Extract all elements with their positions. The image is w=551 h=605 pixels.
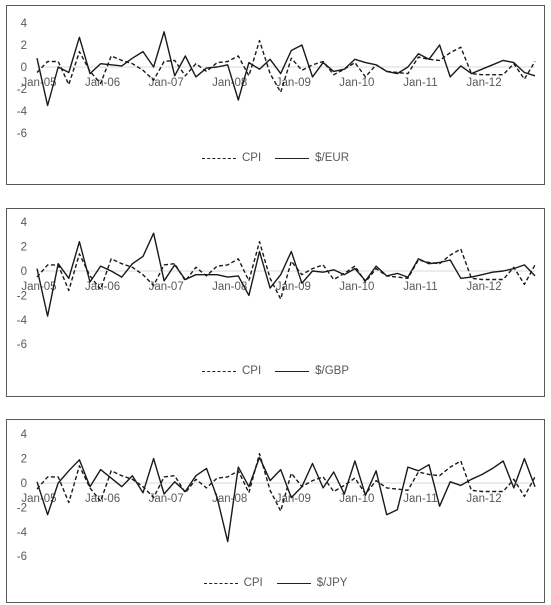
series-line-eur — [37, 32, 535, 106]
legend-item-cpi — [202, 152, 261, 164]
y-tick-label: 2 — [20, 40, 27, 52]
x-tick-label: Jan-10 — [339, 281, 375, 293]
legend-item-cpi — [202, 365, 261, 377]
legend-label: $/JPY — [316, 577, 348, 589]
x-tick-label: Jan-11 — [403, 77, 438, 89]
y-tick-label: 0 — [20, 478, 27, 490]
legend-item-exchange-rate — [275, 152, 349, 164]
y-tick-label: 0 — [20, 266, 27, 278]
x-tick-label: Jan-12 — [466, 281, 502, 293]
y-tick-label: -4 — [16, 526, 27, 539]
line-chart — [7, 420, 544, 602]
x-tick-label: Jan-10 — [339, 77, 375, 89]
x-tick-label: Jan-09 — [275, 77, 311, 89]
y-tick-label: 0 — [20, 62, 27, 74]
legend-label: CPI — [243, 577, 263, 589]
chart-panel-cpi-eur — [6, 5, 545, 185]
x-tick-label: Jan-11 — [403, 493, 438, 505]
legend-label: $/EUR — [315, 152, 350, 164]
x-tick-label: Jan-07 — [148, 281, 184, 293]
x-tick-label: Jan-06 — [84, 493, 121, 505]
chart-legend — [7, 577, 544, 589]
y-tick-label: -2 — [16, 502, 27, 515]
legend-item-exchange-rate — [277, 577, 348, 589]
y-tick-label: -2 — [16, 84, 27, 96]
x-tick-label: Jan-08 — [212, 493, 248, 505]
legend-dashed-swatch — [204, 583, 238, 584]
legend-label: CPI — [241, 152, 262, 164]
legend-item-cpi — [204, 577, 263, 589]
y-tick-label: -6 — [16, 128, 27, 140]
x-tick-label: Jan-05 — [21, 493, 57, 505]
legend-solid-swatch — [277, 583, 311, 584]
x-tick-label: Jan-09 — [275, 281, 311, 293]
chart-legend — [7, 365, 544, 377]
y-tick-label: 2 — [20, 453, 27, 466]
legend-solid-swatch — [275, 371, 309, 372]
y-tick-label: -6 — [16, 339, 27, 352]
legend-item-exchange-rate — [275, 365, 349, 377]
x-tick-label: Jan-05 — [21, 281, 57, 293]
y-tick-label: 4 — [20, 429, 27, 442]
x-tick-label: Jan-12 — [466, 77, 502, 89]
x-tick-label: Jan-10 — [339, 493, 375, 505]
x-tick-label: Jan-12 — [466, 493, 502, 505]
legend-solid-swatch — [275, 158, 309, 159]
y-tick-label: 2 — [20, 241, 27, 254]
x-tick-label: Jan-07 — [148, 77, 184, 89]
y-tick-label: -4 — [16, 314, 27, 327]
x-tick-label: Jan-11 — [403, 281, 438, 293]
y-tick-label: 4 — [20, 217, 27, 230]
x-tick-label: Jan-09 — [275, 493, 311, 505]
x-tick-label: Jan-05 — [21, 77, 57, 89]
x-tick-label: Jan-06 — [84, 281, 121, 293]
x-tick-label: Jan-08 — [212, 281, 248, 293]
legend-label: $/GBP — [315, 365, 350, 377]
x-tick-label: Jan-06 — [84, 77, 121, 89]
y-tick-label: -4 — [16, 106, 27, 118]
legend-dashed-swatch — [202, 371, 236, 372]
y-tick-label: -6 — [16, 551, 27, 564]
y-tick-label: -2 — [16, 290, 27, 303]
chart-panel-cpi-gbp — [6, 208, 545, 397]
x-tick-label: Jan-07 — [148, 493, 184, 505]
legend-label: CPI — [241, 365, 262, 377]
legend-dashed-swatch — [202, 158, 236, 159]
series-line-gbp — [37, 233, 535, 316]
y-tick-label: 4 — [20, 18, 27, 30]
chart-legend — [7, 152, 544, 164]
x-tick-label: Jan-08 — [212, 77, 248, 89]
chart-panel-cpi-jpy — [6, 419, 545, 603]
